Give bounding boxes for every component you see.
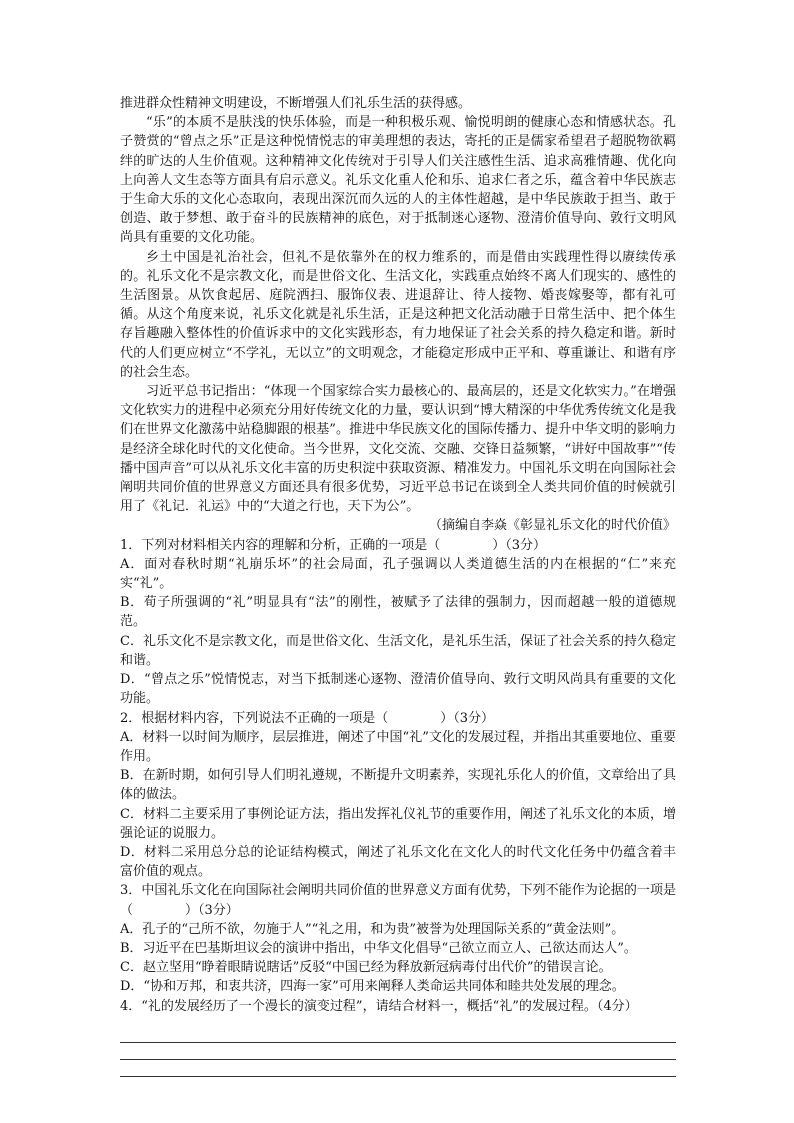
option-c: C．材料二主要采用了事例论证方法，指出发挥礼仪礼节的重要作用，阐述了礼乐文化的本质，增强论证的说服力。 (120, 806, 676, 841)
option-a: A．材料一以时间为顺序，层层推进，阐述了中国“礼”文化的发展过程，并指出其重要地位、重要作用。 (120, 729, 676, 764)
question-stem: 4．“礼的发展经历了一个漫长的演变过程”，请结合材料一，概括“礼”的发展过程。（4分） (120, 998, 638, 1014)
option-c: C．礼乐文化不是宗教文化，而是世俗文化、生活文化，是礼乐生活，保证了社会关系的持久稳定和谐。 (120, 633, 676, 668)
question-1 (120, 536, 676, 709)
passage-paragraph: 习近平总书记指出：“体现一个国家综合实力最核心的、最高层的，还是文化软实力。”在增强文化软实力的进程中必须充分用好传统文化的力量，要认识到“博大精深的中华优秀传统文化是我们在世界文化激荡中站稳脚跟的根基”。推进中华民族文化的国际传播力、提升中华文明的影响力是经济全球化时代的文化使命。当今世界，文化交流、交融、交锋日益频繁，“讲好中国故事”“传播中国声音”可以从礼乐文化丰富的历史积淀中获取资源、精准发力。中国礼乐文明在向国际社会阐明共同价值的世界意义方面还具有很多优势，习近平总书记在谈到全人类共同价值的时候就引用了《礼记．礼运》中的“大道之行也，天下为公”。 (120, 384, 676, 515)
passage-paragraph: “乐”的本质不是肤浅的快乐体验，而是一种积极乐观、愉悦明朗的健康心态和情感状态。孔子赞赏的“曾点之乐”正是这种悦情悦志的审美理想的表达，寄托的正是儒家希望君子超脱物欲羁绊的旷达的人生价值观。这种精神文化传统对于引导人们关注感性生活、追求高雅情趣、优化向上向善人文生态等方面具有启示意义。礼乐文化重人伦和乐、追求仁者之乐，蕴含着中华民族志于生命大乐的文化心态取向，表现出深沉而久远的人的主体性超越，是中华民族敢于担当、敢于创造、敢于梦想、敢于奋斗的民族精神的底色，对于抵制迷心逐物、澄清价值导向、敦行文明风尚具有重要的文化功能。 (120, 115, 676, 246)
option-b: B．习近平在巴基斯坦议会的演讲中指出，中华文化倡导“己欲立而立人、己欲达而达人”。 (120, 940, 637, 956)
answer-lines (120, 1028, 676, 1077)
option-b: B．在新时期，如何引导人们明礼遵规，不断提升文明素养，实现礼乐化人的价值，文章给出了具体的做法。 (120, 768, 676, 803)
question-4 (120, 997, 676, 1077)
option-a: A．面对春秋时期“礼崩乐坏”的社会局面，孔子强调以人类道德生活的内在根据的“仁”来充实“礼”。 (120, 556, 676, 592)
answer-line[interactable] (120, 1045, 676, 1060)
option-d: D．“协和万邦，和衷共济，四海一家”可用来阐释人类命运共同体和睦共处发展的理念。 (120, 979, 625, 995)
question-stem: 2．根据材料内容，下列说法不正确的一项是（ ）（3分） (120, 710, 495, 726)
option-a: A．孔子的“己所不欲，勿施于人”“礼之用，和为贵”被誉为处理国际关系的“黄金法则”。 (120, 921, 625, 937)
exam-page (120, 94, 676, 1079)
passage-paragraph: 推进群众性精神文明建设，不断增强人们礼乐生活的获得感。 (120, 96, 472, 111)
answer-line[interactable] (120, 1028, 676, 1043)
passage (120, 94, 676, 536)
question-stem: 3．中国礼乐文化在向国际社会阐明共同价值的世界意义方面有优势，下列不能作为论据的一项是（ ）（3分） (120, 883, 676, 918)
answer-line[interactable] (120, 1062, 676, 1077)
option-c: C．赵立坚用“睁着眼睛说瞎话”反驳“中国已经为释放新冠病毒付出代价”的错误言论。 (120, 960, 612, 976)
question-3 (120, 881, 676, 996)
option-d: D．材料二采用总分总的论证结构模式，阐述了礼乐文化在文化人的时代文化任务中仍蕴含着丰富价值的观点。 (120, 844, 676, 880)
question-2 (120, 709, 676, 882)
source-citation: （摘编自李焱《彰显礼乐文化的时代价值》 (428, 518, 676, 534)
passage-paragraph: 乡土中国是礼治社会，但礼不是依靠外在的权力维系的，而是借由实践理性得以赓续传承的。礼乐文化不是宗教文化，而是世俗文化、生活文化，实践重点始终不离人们现实的、感性的生活图景。从饮食起居、庭院洒扫、服饰仪表、进退辞让、待人接物、婚丧嫁娶等，都有礼可循。从这个角度来说，礼乐文化就是礼乐生活，正是这种把文化活动融于日常生活中、把个体生存旨趣融入整体性的价值诉求中的文化实践形态，有力地保证了社会关系的持久稳定和谐。新时代的人们更应树立“不学礼，无以立”的文明观念，才能稳定形成中正平和、尊重谦让、和谐有序的社会生态。 (120, 249, 676, 380)
question-stem: 1．下列对材料相关内容的理解和分析，正确的一项是（ ）（3分） (120, 537, 547, 553)
option-d: D．“曾点之乐”悦情悦志，对当下抵制迷心逐物、澄清价值导向、敦行文明风尚具有重要的文化功能。 (120, 672, 676, 707)
option-b: B．荀子所强调的“礼”明显具有“法”的刚性，被赋予了法律的强制力，因而超越一般的道德规范。 (120, 595, 676, 630)
